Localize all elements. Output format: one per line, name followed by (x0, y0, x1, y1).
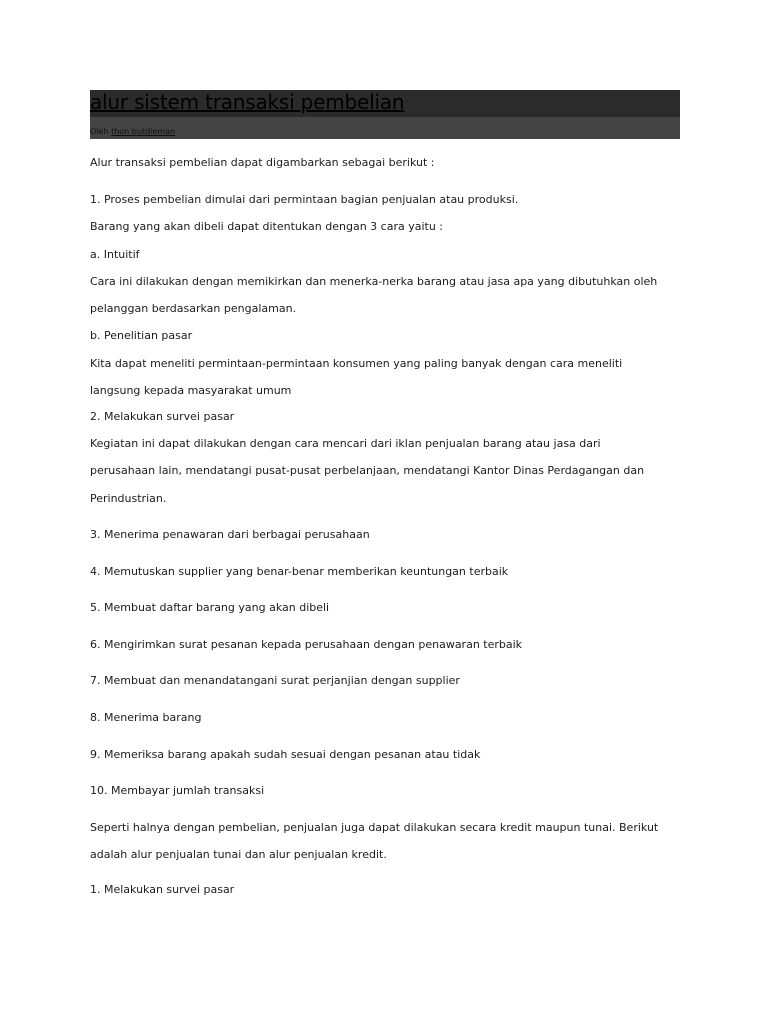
paragraph-line: Barang yang akan dibeli dapat ditentukan dengan 3 cara yaitu : (90, 220, 443, 233)
paragraph-line: 5. Membuat daftar barang yang akan dibeli (90, 601, 330, 614)
paragraph-line: pelanggan berdasarkan pengalaman. (90, 302, 297, 315)
paragraph-line: 3. Menerima penawaran dari berbagai perusahaan (90, 528, 370, 541)
author-link[interactable]: thon butdieman (111, 127, 176, 136)
paragraph-line: Seperti halnya dengan pembelian, penjualan juga dapat dilakukan secara kredit maupun tunai. Berikut (90, 821, 659, 834)
paragraph-line: perusahaan lain, mendatangi pusat-pusat perbelanjaan, mendatangi Kantor Dinas Perdagangan dan (90, 464, 645, 477)
title-bar (90, 90, 680, 117)
paragraph-line: b. Penelitian pasar (90, 329, 193, 342)
paragraph-line: 1. Melakukan survei pasar (90, 883, 235, 896)
paragraph-line: Alur transaksi pembelian dapat digambarkan sebagai berikut : (90, 156, 435, 169)
paragraph-line: 9. Memeriksa barang apakah sudah sesuai dengan pesanan atau tidak (90, 748, 481, 761)
paragraph-line: 10. Membayar jumlah transaksi (90, 784, 265, 797)
paragraph-line: 4. Memutuskan supplier yang benar-benar memberikan keuntungan terbaik (90, 565, 509, 578)
paragraph-line: 6. Mengirimkan surat pesanan kepada perusahaan dengan penawaran terbaik (90, 638, 523, 651)
byline-bar (90, 117, 680, 139)
paragraph-line: a. Intuitif (90, 248, 140, 261)
paragraph-line: adalah alur penjualan tunai dan alur penjualan kredit. (90, 848, 387, 861)
paragraph-line: Kita dapat meneliti permintaan-permintaan konsumen yang paling banyak dengan cara meneliti (90, 357, 623, 370)
paragraph-line: 2. Melakukan survei pasar (90, 410, 235, 423)
post-title-link[interactable]: alur sistem transaksi pembelian (90, 90, 405, 114)
paragraph-line: 8. Menerima barang (90, 711, 202, 724)
post-header (90, 90, 680, 139)
paragraph-line: 1. Proses pembelian dimulai dari permintaan bagian penjualan atau produksi. (90, 193, 519, 206)
paragraph-line: langsung kepada masyarakat umum (90, 384, 292, 397)
paragraph-line: Perindustrian. (90, 492, 167, 505)
byline-prefix: Oleh (90, 127, 112, 136)
paragraph-line: Kegiatan ini dapat dilakukan dengan cara mencari dari iklan penjualan barang atau jasa dari (90, 437, 601, 450)
paragraph-line: 7. Membuat dan menandatangani surat perjanjian dengan supplier (90, 674, 460, 687)
paragraph-line: Cara ini dilakukan dengan memikirkan dan menerka-nerka barang atau jasa apa yang dibutuhkan oleh (90, 275, 658, 288)
